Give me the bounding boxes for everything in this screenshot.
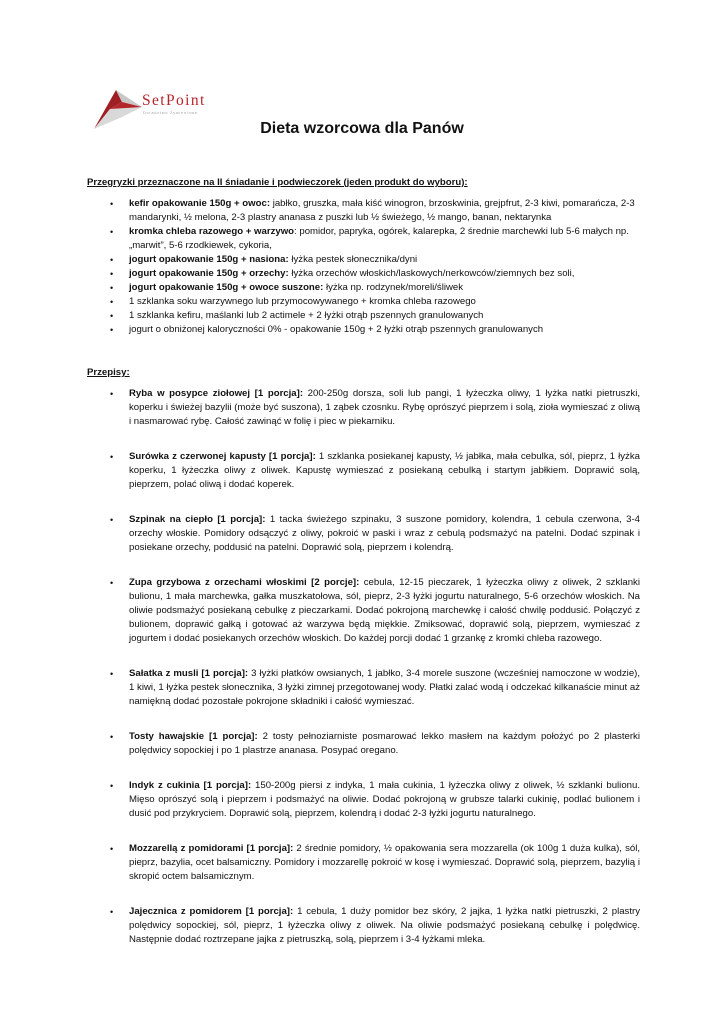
item-text: 1 szklanka posiekanej kapusty, ½ jabłka, mała cebulka, sól, pieprz, 1 łyżka koperku, 1 łyżeczka oliwy z oliwek. Kapustę wymieszać z posiekaną cebulką i startym jabłkiem. Doprawić solą, pieprzem, polać oliwą i dodać koperek.: [129, 451, 640, 490]
bullet-icon: •: [110, 515, 114, 525]
item-text: jogurt o obniżonej kaloryczności 0% - opakowanie 150g + 2 łyżki otrąb pszennych granulowanych: [129, 324, 544, 335]
recipe-item: [87, 667, 640, 709]
item-text: 2 średnie pomidory, ½ opakowania sera mozzarella (ok 100g 1 duża kulka), sól, pieprz, bazylia, ocet balsamiczny. Pomidory i mozzarellę pokroić w kosę i wymieszać. Doprawić solą, pieprzem, bazylią i skropić octem balsamicznym.: [129, 843, 640, 882]
item-text: cebula, 12-15 pieczarek, 1 łyżeczka oliwy z oliwek, 2 szklanki bulionu, 1 mała marchewka, gałka muszkatołowa, sól, pieprz, 2-3 łyżki jogurtu naturalnego, 5-6 orzechów włoskich. Na oliwie podsmażyć posiekaną cebulkę z pieczarkami. Dodać pokrojoną marchewkę i całość chwilę poddusić. Połączyć z bulionem, doprawić gałką i gotować aż warzywa będą miękkie. Zmiksować, doprawić solą, pieprzem, wymieszać z jogurtem i dodać posiekanych orzechów włoskich. Do każdej porcji dodać 1 grzankę z kromki chleba razowego.: [129, 577, 640, 644]
recipes-heading: Przepisy:: [87, 367, 130, 378]
snack-item: [87, 197, 640, 225]
item-label: kromka chleba razowego + warzywo: [129, 226, 295, 237]
logo-name: SetPoint: [142, 92, 206, 109]
bullet-icon: •: [110, 311, 114, 321]
snack-item: [87, 281, 640, 295]
recipe-item: [87, 513, 640, 555]
bullet-icon: •: [110, 255, 114, 265]
item-text: : pomidor, papryka, ogórek, kalarepka, 2 średnie marchewki lub 5-6 małych np. „marwit”, 5-6 rzodkiewek, cykoria,: [129, 226, 629, 251]
recipe-item: [87, 842, 640, 884]
item-label: Szpinak na ciepło [1 porcja]:: [129, 514, 266, 525]
snack-item: [87, 267, 640, 281]
item-text: 3 łyżki płatków owsianych, 1 jabłko, 3-4 morele suszone (wcześniej namoczone w wodzie), 1 kiwi, 1 łyżka pestek słonecznika, 3 łyżki zimnej przegotowanej wody. Płatki zalać wodą i odczekać kilkanaście minut aż namiękną dodać pozostałe pokrojone składniki i całość wymieszać.: [129, 668, 641, 707]
item-text: łyżka orzechów włoskich/laskowych/nerkowców/ziemnych bez soli,: [288, 268, 575, 279]
item-label: Indyk z cukinia [1 porcja]:: [129, 780, 252, 791]
snacks-list: [87, 197, 640, 337]
item-label: Jajecznica z pomidorem [1 porcja]:: [129, 906, 294, 917]
recipe-item: [87, 905, 640, 947]
recipes-section: [87, 366, 640, 968]
item-label: Zupa grzybowa z orzechami włoskimi [2 porcje]:: [129, 577, 360, 588]
item-label: Sałatka z musli [1 porcja]:: [129, 668, 249, 679]
snacks-section: [87, 176, 640, 337]
item-label: Tosty hawajskie [1 porcja]:: [129, 731, 258, 742]
item-label: Mozzarellą z pomidorami [1 porcja]:: [129, 843, 294, 854]
bullet-icon: •: [110, 452, 114, 462]
snack-item: [87, 323, 640, 337]
item-label: jogurt opakowanie 150g + orzechy:: [129, 268, 289, 279]
item-text: 1 szklanka soku warzywnego lub przymocowywanego + kromka chleba razowego: [129, 296, 476, 307]
page-title: Dieta wzorcowa dla Panów: [260, 120, 464, 137]
item-text: 1 cebula, 1 duży pomidor bez skóry, 2 jajka, 1 łyżka natki pietruszki, 2 plastry polędwicy sopockiej, sól, pieprz, 1 łyżeczka oliwy z oliwek. Na oliwie podsmażyć posiekaną cebulkę i polędwicę. Następnie dodać roztrzepane jajka z pietruszką, solą, pieprzem i 3-4 łyżkami mleka.: [129, 906, 640, 945]
recipe-item: [87, 576, 640, 646]
logo-tagline: Doradztwo Żywieniowe: [143, 111, 198, 115]
bullet-icon: •: [110, 227, 114, 237]
item-label: kefir opakowanie 150g + owoc:: [129, 198, 271, 209]
snack-item: [87, 309, 640, 323]
bullet-icon: •: [110, 283, 114, 293]
recipe-item: [87, 450, 640, 492]
recipe-item: [87, 779, 640, 821]
item-label: Surówka z czerwonej kapusty [1 porcja]:: [129, 451, 316, 462]
bullet-icon: •: [110, 781, 114, 791]
item-text: 2 tosty pełnoziarniste posmarować lekko masłem na każdym położyć po 2 plasterki polędwicy sopockiej i po 1 plastrze ananasa. Posypać oregano.: [129, 731, 640, 756]
snack-item: [87, 225, 640, 253]
bullet-icon: •: [110, 669, 114, 679]
item-label: jogurt opakowanie 150g + owoce suszone:: [129, 282, 324, 293]
item-text: łyżka pestek słonecznika/dyni: [288, 254, 418, 265]
item-text: 1 szklanka kefiru, maślanki lub 2 actimele + 2 łyżki otrąb pszennych granulowanych: [129, 310, 484, 321]
item-text: 1 tacka świeżego szpinaku, 3 suszone pomidory, kolendra, 1 cebula czerwona, 3-4 orzechy włoskie. Pomidory odsączyć z oliwy, pokroić w paski i wraz z cebulą podsmażyć na patelni. Dodać szpinak i posiekane orzechy, poddusić na patelni. Doprawić solą, pieprzem i kolendrą.: [129, 514, 641, 553]
bullet-icon: •: [110, 844, 114, 854]
bullet-icon: •: [110, 389, 114, 399]
bullet-icon: •: [110, 907, 114, 917]
item-label: jogurt opakowanie 150g + nasiona:: [129, 254, 289, 265]
bullet-icon: •: [110, 732, 114, 742]
item-text: 200-250g dorsza, soli lub pangi, 1 łyżeczka oliwy, 1 łyżka natki pietruszki, koperku i świeżej bazylii (może być suszona), 1 ząbek czosnku. Rybę oprószyć pieprzem i solą, zioła wymieszać z oliwą i nasmarować rybę. Całość zawinąć w folię i piec w piekarniku.: [129, 388, 640, 427]
bullet-icon: •: [110, 297, 114, 307]
bullet-icon: •: [110, 269, 114, 279]
bullet-icon: •: [110, 578, 114, 588]
bullet-icon: •: [110, 325, 114, 335]
item-text: łyżka np. rodzynek/moreli/śliwek: [323, 282, 464, 293]
snack-item: [87, 295, 640, 309]
recipe-item: [87, 387, 640, 429]
item-text: 150-200g piersi z indyka, 1 mała cukinia, 1 łyżeczka oliwy z oliwek, ½ szklanki bulionu. Mięso oprószyć solą i pieprzem i podsmażyć na oliwie. Dodać pokrojoną w grubsze talarki cukinię, podlać bulionem i dusić pod przykryciem. Doprawić solą, pieprzem, kolendrą i dodać 2-3 łyżki jogurtu naturalnego.: [129, 780, 640, 819]
item-text: jabłko, gruszka, mała kiść winogron, brzoskwinia, grejpfrut, 2-3 kiwi, pomarańcza, 2-3 mandarynki, ½ melona, 2-3 plastry ananasa z puszki lub ½ świeżego, ½ mango, banan, nektarynka: [129, 198, 635, 223]
recipes-list: [87, 387, 640, 947]
bullet-icon: •: [110, 199, 114, 209]
item-label: Ryba w posypce ziołowej [1 porcja]:: [129, 388, 304, 399]
recipe-item: [87, 730, 640, 758]
snacks-heading: Przegryzki przeznaczone na II śniadanie i podwieczorek (jeden produkt do wyboru):: [87, 177, 468, 188]
snack-item: [87, 253, 640, 267]
